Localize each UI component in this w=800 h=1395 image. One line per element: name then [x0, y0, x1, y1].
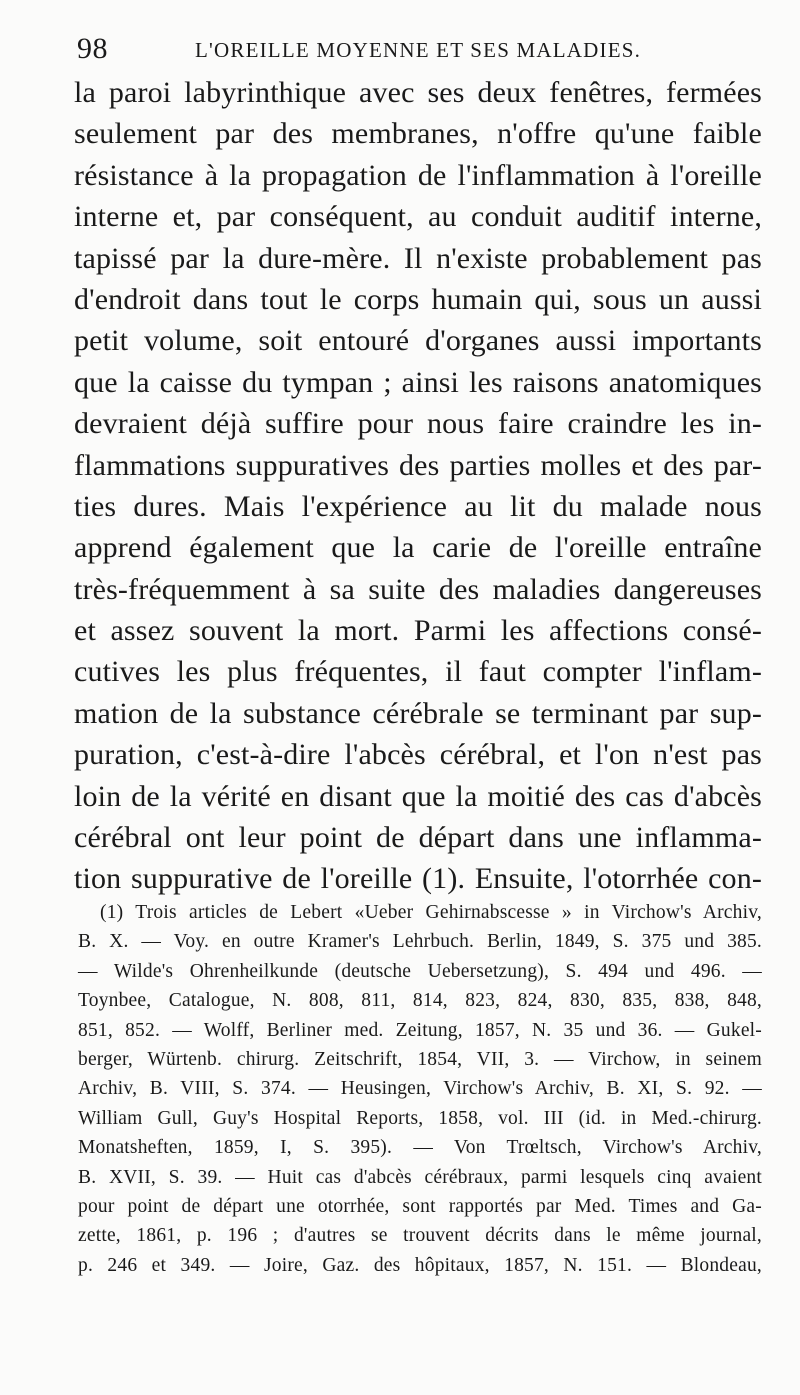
footnote-line: zette, 1861, p. 196 ; d'autres se trouvent décrits dans le même journal, [78, 1225, 762, 1247]
body-line: devraient déjà suffire pour nous faire craindre les in- [74, 407, 762, 441]
body-line: d'endroit dans tout le corps humain qui, sous un aussi [74, 282, 762, 316]
body-line: que la caisse du tympan ; ainsi les raisons anatomiques [74, 365, 762, 399]
footnote-line: Monatsheften, 1859, I, S. 395). — Von Trœltsch, Virchow's Archiv, [78, 1137, 762, 1159]
body-line: mation de la substance cérébrale se terminant par sup- [74, 696, 762, 730]
body-line: résistance à la propagation de l'inflammation à l'oreille [74, 158, 762, 192]
footnote-line: Toynbee, Catalogue, N. 808, 811, 814, 823, 824, 830, 835, 838, 848, [78, 990, 762, 1012]
footnote-line: 851, 852. — Wolff, Berliner med. Zeitung, 1857, N. 35 und 36. — Gukel- [78, 1019, 762, 1041]
body-line: et assez souvent la mort. Parmi les affections consé- [74, 614, 762, 648]
body-line: interne et, par conséquent, au conduit auditif interne, [74, 200, 762, 234]
body-line: ties dures. Mais l'expérience au lit du malade nous [74, 489, 762, 523]
body-line: tapissé par la dure-mère. Il n'existe probablement pas [74, 241, 762, 275]
footnote-line: Archiv, B. VIII, S. 374. — Heusingen, Virchow's Archiv, B. XI, S. 92. — [78, 1078, 762, 1100]
body-line: très-fréquemment à sa suite des maladies dangereuses [74, 572, 762, 606]
body-line: petit volume, soit entouré d'organes aussi importants [74, 324, 762, 358]
body-text [74, 72, 762, 900]
body-line: tion suppurative de l'oreille (1). Ensuite, l'otorrhée con- [74, 862, 762, 896]
footnote-line: B. X. — Voy. en outre Kramer's Lehrbuch. Berlin, 1849, S. 375 und 385. [78, 931, 762, 953]
body-line: cérébral ont leur point de départ dans une inflamma- [74, 821, 762, 855]
footnote-line: — Wilde's Ohrenheilkunde (deutsche Uebersetzung), S. 494 und 496. — [78, 960, 762, 982]
footnote-line: p. 246 et 349. — Joire, Gaz. des hôpitaux, 1857, N. 151. — Blondeau, [78, 1254, 762, 1276]
footnote-line: berger, Würtenb. chirurg. Zeitschrift, 1854, VII, 3. — Virchow, in seinem [78, 1048, 762, 1070]
footnote-line: William Gull, Guy's Hospital Reports, 1858, vol. III (id. in Med.-chirurg. [78, 1107, 762, 1129]
running-head: L'OREILLE MOYENNE ET SES MALADIES. [195, 38, 642, 62]
body-line: puration, c'est-à-dire l'abcès cérébral, et l'on n'est pas [74, 738, 762, 772]
footnotes [78, 898, 762, 1280]
body-line: loin de la vérité en disant que la moitié des cas d'abcès [74, 779, 762, 813]
footnote-line: (1) Trois articles de Lebert «Ueber Gehirnabscesse » in Virchow's Archiv, [100, 902, 762, 923]
body-line: seulement par des membranes, n'offre qu'une faible [74, 117, 762, 151]
footnote-line: pour point de départ une otorrhée, sont rapportés par Med. Times and Ga- [78, 1195, 762, 1217]
body-line: flammations suppuratives des parties molles et des par- [74, 448, 762, 482]
body-line: la paroi labyrinthique avec ses deux fenêtres, fermées [74, 76, 762, 109]
page-header [77, 32, 750, 72]
footnote-line: B. XVII, S. 39. — Huit cas d'abcès cérébraux, parmi lesquels cinq avaient [78, 1166, 762, 1188]
page-number: 98 [77, 32, 108, 65]
body-line: cutives les plus fréquentes, il faut compter l'inflam- [74, 655, 762, 689]
body-line: apprend également que la carie de l'oreille entraîne [74, 531, 762, 565]
